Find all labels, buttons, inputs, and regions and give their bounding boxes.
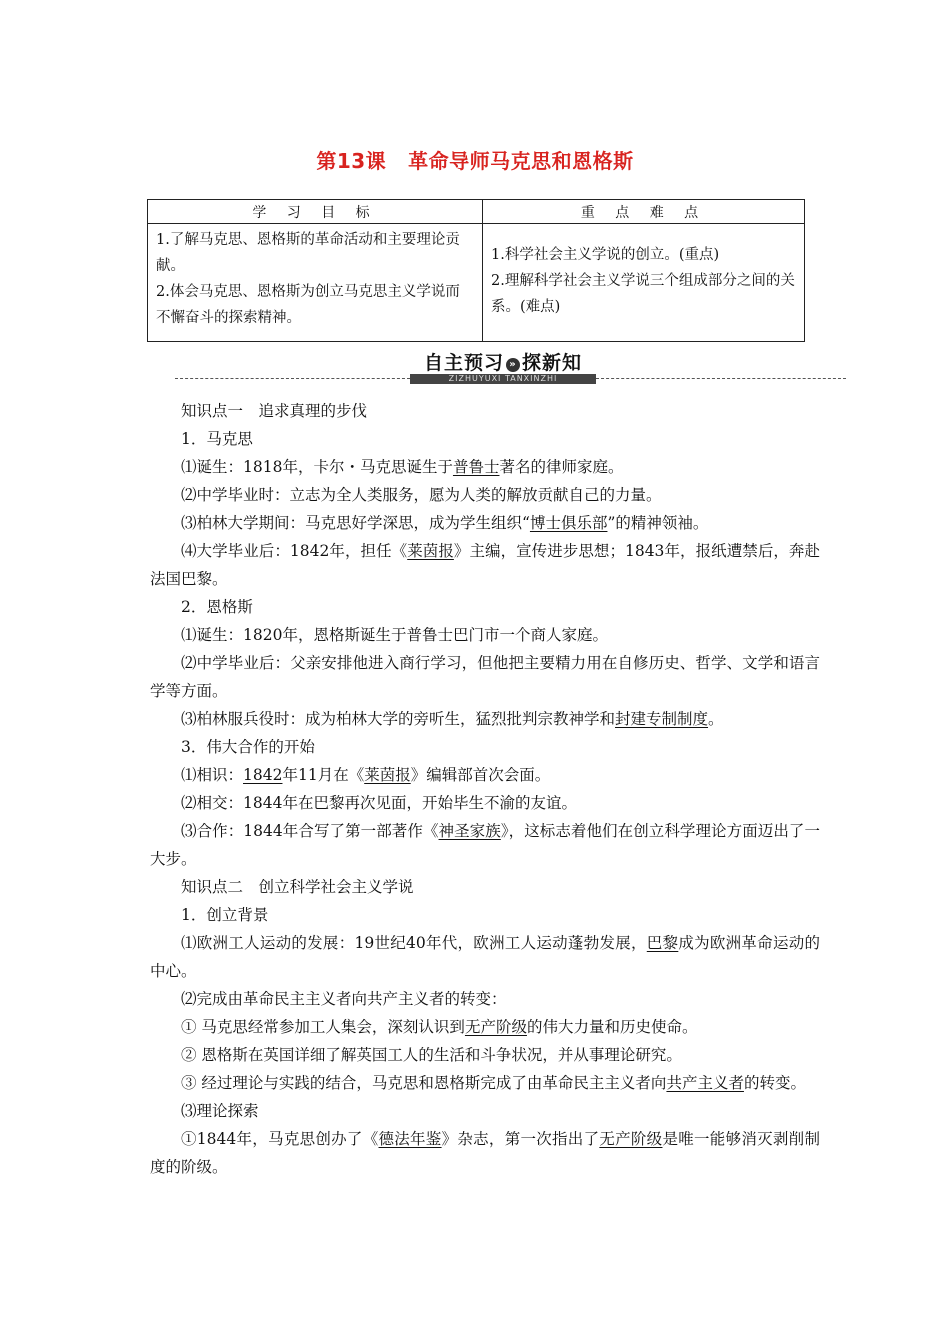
- paragraph: ⑵中学毕业后：父亲安排他进入商行学习，但他把主要精力用在自修历史、哲学、文学和语言学等方面。: [150, 654, 820, 700]
- subheading: 1．马克思: [181, 430, 253, 448]
- key-points-cell: [483, 224, 805, 342]
- subheading: 3．伟大合作的开始: [181, 738, 315, 756]
- paragraph: ⑴诞生：1818年，卡尔・马克思诞生于普鲁士著名的律师家庭。: [181, 458, 624, 476]
- learning-goal-2: 2.体会马克思、恩格斯为创立马克思主义学说而不懈奋斗的探索精神。: [156, 284, 460, 326]
- main-content: [150, 397, 820, 1181]
- page-title: [0, 145, 950, 174]
- paragraph: ⑵相交：1844年在巴黎再次见面，开始毕生不渝的友谊。: [181, 794, 577, 812]
- banner-pinyin: ZIZHUYUXI TANXINZHI: [410, 374, 596, 384]
- section-heading: 知识点二 创立科学社会主义学说: [181, 878, 414, 896]
- lesson-number: 第13课: [316, 149, 387, 173]
- paragraph: ⑶合作：1844年合写了第一部著作《神圣家族》，这标志着他们在创立科学理论方面迈出了一大步。: [150, 822, 820, 868]
- paragraph: ① 马克思经常参加工人集会，深刻认识到无产阶级的伟大力量和历史使命。: [181, 1018, 698, 1036]
- goals-header-right: 重 点 难 点: [483, 200, 805, 224]
- paragraph: ⑵中学毕业时：立志为全人类服务，愿为人类的解放贡献自己的力量。: [181, 486, 662, 504]
- goals-table: [147, 199, 805, 342]
- goals-header-left: 学 习 目 标: [148, 200, 483, 224]
- learning-goal-1: 1.了解马克思、恩格斯的革命活动和主要理论贡献。: [156, 232, 460, 274]
- paragraph: ①1844年，马克思创办了《德法年鉴》杂志，第一次指出了无产阶级是唯一能够消灭剥削制度的阶级。: [150, 1130, 820, 1176]
- learning-goals-cell: [148, 224, 483, 342]
- paragraph: ⑶柏林大学期间：马克思好学深思，成为学生组织“博士俱乐部”的精神领袖。: [181, 514, 709, 532]
- paragraph: ② 恩格斯在英国详细了解英国工人的生活和斗争状况，并从事理论研究。: [181, 1046, 682, 1064]
- paragraph: ③ 经过理论与实践的结合，马克思和恩格斯完成了由革命民主主义者向共产主义者的转变。: [181, 1074, 806, 1092]
- divider-right: [596, 378, 846, 379]
- key-point-2: 2.理解科学社会主义学说三个组成部分之间的关系。(难点): [491, 273, 795, 315]
- paragraph: ⑵完成由革命民主主义者向共产主义者的转变：: [181, 990, 507, 1008]
- paragraph: ⑶柏林服兵役时：成为柏林大学的旁听生，猛烈批判宗教神学和封建专制制度。: [181, 710, 724, 728]
- paragraph: ⑴诞生：1820年，恩格斯诞生于普鲁士巴门市一个商人家庭。: [181, 626, 608, 644]
- divider-left: [175, 378, 410, 379]
- section-banner: [410, 348, 596, 384]
- paragraph: ⑶理论探索: [181, 1102, 259, 1120]
- paragraph: ⑴相识：1842年11月在《莱茵报》编辑部首次会面。: [181, 766, 551, 784]
- banner-text-1: 自主预习: [423, 352, 504, 374]
- arrow-icon: »: [506, 358, 520, 372]
- lesson-name: 革命导师马克思和恩格斯: [408, 149, 634, 173]
- subheading: 2．恩格斯: [181, 598, 253, 616]
- paragraph: ⑴欧洲工人运动的发展：19世纪40年代，欧洲工人运动蓬勃发展，巴黎成为欧洲革命运动的中心。: [150, 934, 820, 980]
- banner-text-2: 探新知: [522, 352, 583, 374]
- key-point-1: 1.科学社会主义学说的创立。(重点): [491, 247, 720, 263]
- paragraph: ⑷大学毕业后：1842年，担任《莱茵报》主编，宣传进步思想；1843年，报纸遭禁后，奔赴法国巴黎。: [150, 542, 820, 588]
- subheading: 1．创立背景: [181, 906, 269, 924]
- section-heading: 知识点一 追求真理的步伐: [181, 402, 368, 420]
